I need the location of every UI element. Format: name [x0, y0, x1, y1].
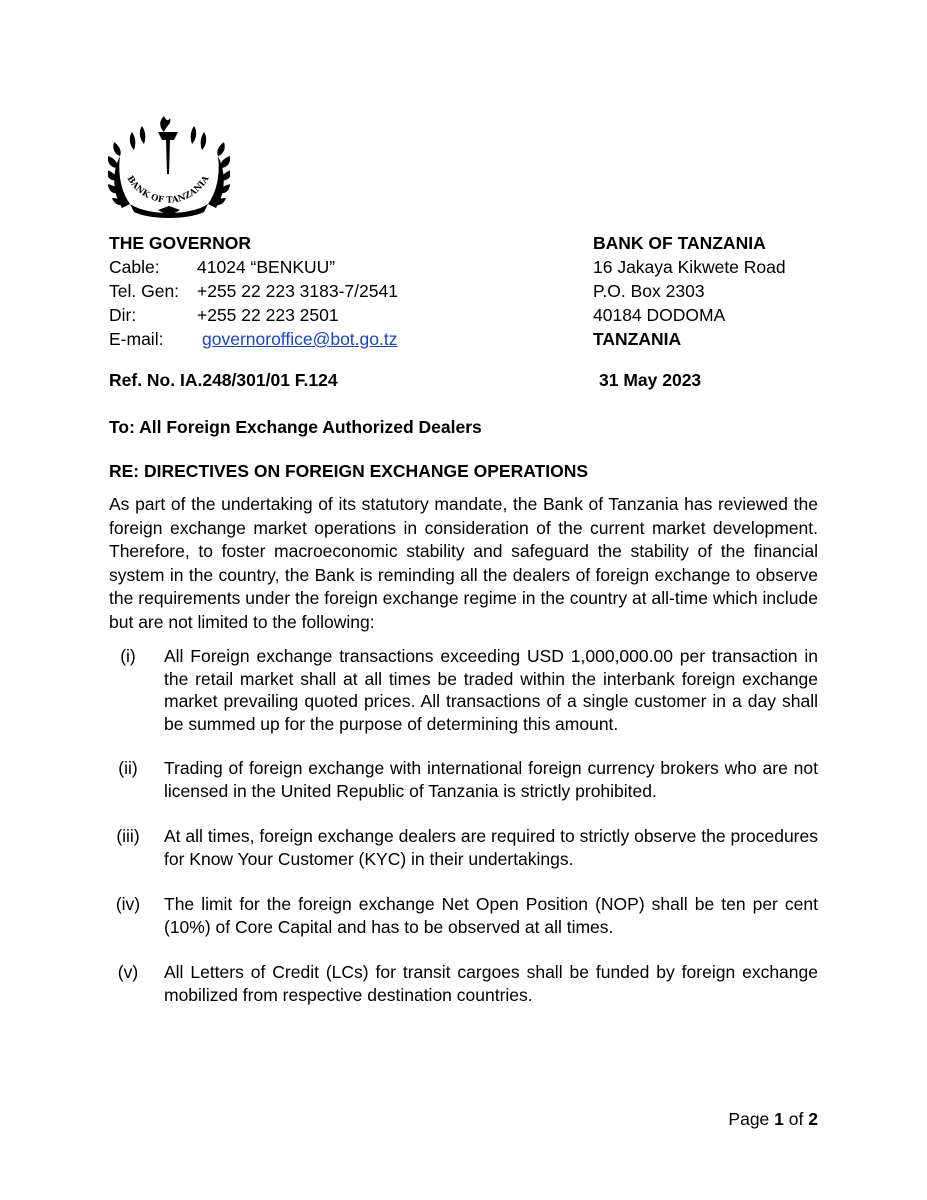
item-number: (i)	[120, 646, 136, 666]
cable-value: 41024 “BENKUU”	[197, 257, 336, 277]
item-number: (v)	[117, 962, 139, 982]
reference-number: Ref. No. IA.248/301/01 F.124	[109, 370, 338, 390]
tel-label: Tel. Gen:	[109, 281, 180, 301]
dir-value: +255 22 223 2501	[197, 305, 339, 325]
item-number: (iv)	[115, 894, 141, 914]
bank-title: BANK OF TANZANIA	[593, 233, 766, 253]
torch-shaft-icon	[166, 140, 170, 174]
address-line-1: 16 Jakaya Kikwete Road	[593, 257, 786, 277]
letter-date: 31 May 2023	[599, 370, 702, 390]
item-text: All Foreign exchange transactions exceeding USD 1,000,000.00 per transaction in the retail market shall at all times be traded within the interbank foreign exchange market prevailing quoted prices. All transactions of a single customer in a day shall be summed up for the purpose of determining this amount.	[164, 646, 818, 734]
torch-flame-icon	[160, 116, 170, 132]
item-number: (ii)	[118, 758, 138, 778]
cable-row	[109, 255, 335, 279]
email-link[interactable]: governoroffice@bot.go.tz	[202, 329, 398, 349]
tel-value: +255 22 223 3183-7/2541	[197, 281, 398, 301]
dir-label: Dir:	[109, 305, 137, 325]
governor-title: THE GOVERNOR	[109, 233, 251, 253]
address-line-2: P.O. Box 2303	[593, 281, 705, 301]
dir-row	[109, 303, 339, 327]
current-page: 1	[774, 1109, 784, 1129]
item-text: Trading of foreign exchange with international foreign currency brokers who are not licensed in the United Republic of Tanzania is strictly prohibited.	[164, 758, 818, 801]
recipient-line: To: All Foreign Exchange Authorized Dealers	[109, 417, 482, 437]
cable-label: Cable:	[109, 257, 160, 277]
subject-line: RE: DIRECTIVES ON FOREIGN EXCHANGE OPERATIONS	[109, 461, 589, 481]
tel-row	[109, 279, 398, 303]
page-indicator	[728, 1107, 818, 1131]
torch-cup-icon	[158, 132, 178, 140]
intro-paragraph: As part of the undertaking of its statutory mandate, the Bank of Tanzania has reviewed the foreign exchange market operations in consideration of the current market development. Therefore, to foster macroeconomic stability and safeguard the stability of the financial system in the country, the Bank is reminding all the dealers of foreign exchange to observe the requirements under the foreign exchange regime in the country at all-time which include but are not limited to the following:	[109, 494, 818, 632]
item-text: At all times, foreign exchange dealers are required to strictly observe the procedures for Know Your Customer (KYC) in their undertakings.	[164, 826, 818, 869]
total-pages: 2	[808, 1109, 818, 1129]
emblem-text: BANK OF TANZANIA	[124, 174, 212, 206]
address-country: TANZANIA	[593, 329, 682, 349]
address-line-3: 40184 DODOMA	[593, 305, 726, 325]
email-label: E-mail:	[109, 329, 164, 349]
item-text: The limit for the foreign exchange Net Open Position (NOP) shall be ten per cent (10%) of Core Capital and has to be observed at all times.	[164, 894, 818, 937]
bank-of-tanzania-logo	[108, 112, 230, 220]
email-row	[109, 327, 397, 351]
of-word: of	[788, 1109, 804, 1129]
item-number: (iii)	[116, 826, 140, 846]
item-text: All Letters of Credit (LCs) for transit cargoes shall be funded by foreign exchange mobilized from respective destination countries.	[164, 962, 818, 1005]
page-word: Page	[728, 1109, 770, 1129]
